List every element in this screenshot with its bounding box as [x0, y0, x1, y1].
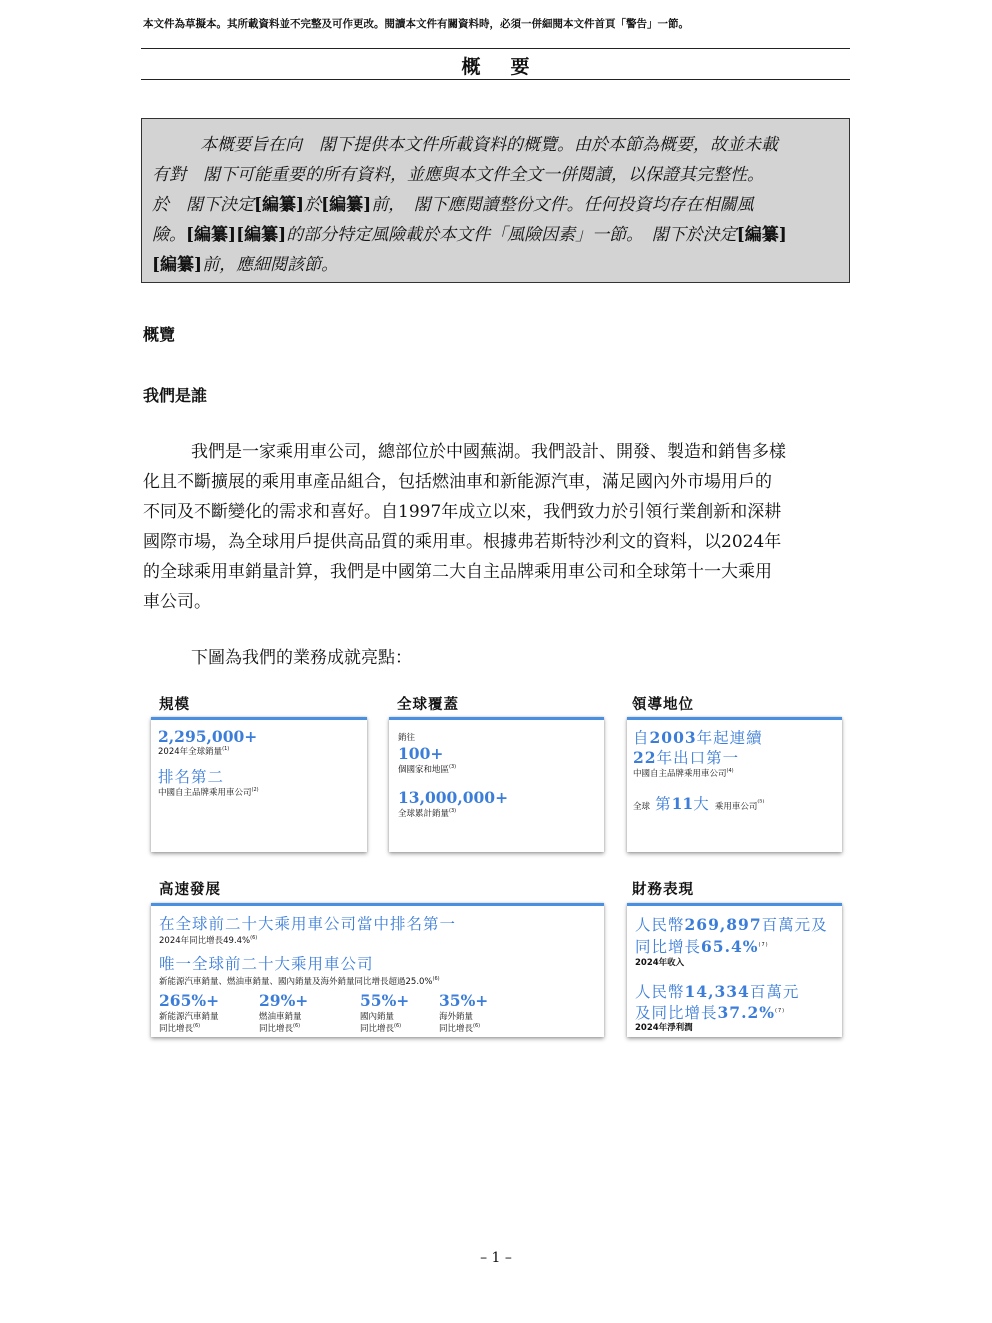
title-rule-top — [141, 48, 850, 49]
financial-card — [627, 903, 842, 1037]
who-we-are-heading: 我們是誰 — [143, 386, 208, 405]
intro-line: 國際市場，為全球用戶提供高品質的乘用車。根據弗若斯特沙利文的資料，以2024年 — [143, 532, 782, 552]
growth-sub-1: 2024年同比增長49.4%$^{(6)}$ — [159, 935, 258, 946]
net-profit-label: 2024年淨利潤 — [635, 1023, 693, 1033]
global-sales-value: 2,295,000+ — [158, 727, 258, 746]
growth-headline-2: 唯一全球前二十大乘用車公司 — [159, 955, 374, 973]
revenue-label: 2024年收入 — [635, 958, 685, 968]
intro-line: 車公司。 — [143, 592, 211, 612]
export-leader-line1: 自2003年起連續 — [633, 728, 763, 747]
export-leader-label: 中國自主品牌乘用車公司$^{(4)}$ — [633, 768, 734, 779]
leadership-card — [627, 717, 842, 852]
overview-heading: 概覽 — [143, 325, 176, 344]
financial-title: 財務表現 — [632, 882, 694, 898]
notice-line: [編纂]前，應細閱該節。 — [152, 255, 339, 275]
scale-card — [151, 717, 367, 852]
notice-line: 於 閣下決定[編纂]於[編纂]前， 閣下應閱讀整份文件。任何投資均存在相關風 — [152, 195, 754, 215]
growth-title: 高速發展 — [159, 882, 221, 898]
summary-notice-box — [141, 118, 850, 283]
global-coverage-card — [389, 717, 604, 852]
sold-to-label: 銷往 — [398, 733, 416, 743]
intro-paragraph — [143, 437, 850, 617]
intro-line: 化且不斷擴展的乘用車產品組合，包括燃油車和新能源汽車，滿足國內外市場用戶的 — [143, 472, 772, 492]
cumulative-sales-value: 13,000,000+ — [398, 788, 509, 807]
growth-stat: 35%+ 海外銷量 同比增長$^{(6)}$ — [439, 991, 489, 1034]
page-title: 概要 — [461, 56, 560, 78]
notice-line: 險。[編纂][編纂]的部分特定風險載於本文件「風險因素」一節。 閣下於決定[編纂] — [152, 225, 787, 245]
draft-disclaimer: 本文件為草擬本。其所載資料並不完整及可作更改。閱讀本文件有關資料時，必須一併細閱本文件首頁「警告」一節。 — [143, 18, 689, 30]
export-leader-line2: 22年出口第一 — [633, 748, 740, 767]
rank-label: 中國自主品牌乘用車公司$^{(2)}$ — [158, 787, 259, 798]
net-profit-line2: 及同比增長37.2%$^{(7)}$ — [635, 1003, 786, 1022]
cumulative-sales-label: 全球累計銷量$^{(3)}$ — [398, 808, 457, 819]
global-coverage-title: 全球覆蓋 — [397, 697, 459, 713]
notice-line: 本概要旨在向 閣下提供本文件所載資料的概覽。由於本節為概要，故並未載 — [200, 135, 778, 155]
global-sales-label: 2024年全球銷量$^{(1)}$ — [158, 746, 230, 757]
title-rule-bottom — [141, 79, 850, 80]
intro-line: 我們是一家乘用車公司，總部位於中國蕪湖。我們設計、開發、製造和銷售多樣 — [191, 442, 786, 462]
countries-label: 個國家和地區$^{(3)}$ — [398, 764, 457, 775]
growth-stat: 265%+ 新能源汽車銷量 同比增長$^{(6)}$ — [159, 991, 220, 1034]
countries-value: 100+ — [398, 744, 444, 763]
intro-line: 的全球乘用車銷量計算，我們是中國第二大自主品牌乘用車公司和全球第十一大乘用 — [143, 562, 772, 582]
page-number: – 1 – — [480, 1250, 512, 1266]
growth-stat: 55%+ 國內銷量 同比增長$^{(6)}$ — [360, 991, 410, 1034]
global-rank: 全球 第11大 乘用車公司$^{(5)}$ — [633, 794, 765, 813]
intro-line: 不同及不斷變化的需求和喜好。自1997年成立以來，我們致力於引領行業創新和深耕 — [143, 502, 782, 522]
leadership-title: 領導地位 — [632, 697, 694, 713]
notice-line: 有對 閣下可能重要的所有資料，並應與本文件全文一併閱讀，以保證其完整性。 — [152, 165, 764, 185]
growth-sub-2: 新能源汽車銷量、燃油車銷量、國內銷量及海外銷量同比增長超過25.0%$^{(6)}$ — [159, 976, 440, 987]
rank-value: 排名第二 — [158, 768, 225, 786]
growth-stat: 29%+ 燃油車銷量 同比增長$^{(6)}$ — [259, 991, 309, 1034]
revenue-line1: 人民幣269,897百萬元及 — [635, 915, 828, 934]
growth-card — [151, 903, 604, 1037]
growth-headline-1: 在全球前二十大乘用車公司當中排名第一 — [159, 915, 457, 933]
scale-title: 規模 — [159, 697, 190, 713]
revenue-line2: 同比增長65.4%$^{(7)}$ — [635, 937, 769, 956]
highlights-lead: 下圖為我們的業務成就亮點： — [191, 648, 412, 668]
net-profit-line1: 人民幣14,334百萬元 — [635, 982, 800, 1001]
